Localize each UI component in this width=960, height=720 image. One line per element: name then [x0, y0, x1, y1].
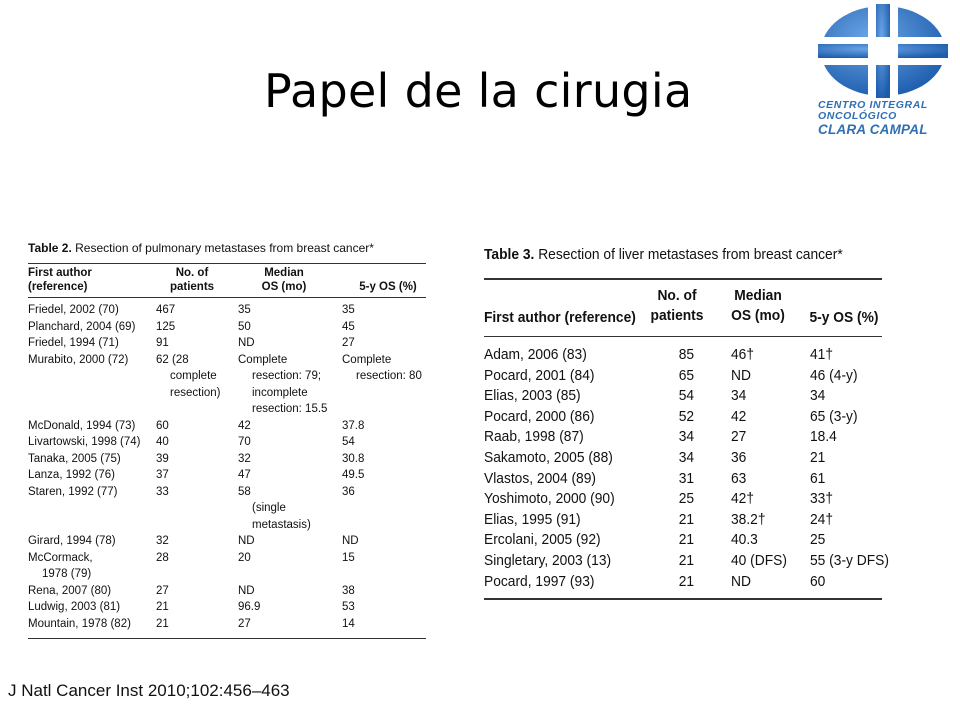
- cell-line: 33: [156, 485, 169, 498]
- cell-patients: 52: [678, 407, 695, 425]
- cell-five: [342, 335, 355, 352]
- table-row: [484, 448, 882, 469]
- cell-line: Tanaka, 2005 (75): [28, 452, 121, 465]
- cell-line: Friedel, 1994 (71): [28, 337, 119, 349]
- table-3-caption: [484, 244, 850, 266]
- cell-author: Elias, 2003 (85): [484, 387, 581, 405]
- cell-line: Mountain, 1978 (82): [28, 617, 131, 630]
- table-row: [484, 530, 882, 551]
- cell-line: Planchard, 2004 (69): [28, 320, 136, 333]
- table-row: [484, 427, 882, 448]
- cell-patients: [156, 335, 169, 352]
- table-row: [28, 302, 426, 319]
- cell-os: [238, 533, 255, 550]
- cell-author: Vlastos, 2004 (89): [484, 469, 597, 487]
- cell-author: [28, 599, 120, 616]
- cell-os: [238, 616, 251, 633]
- cell-os: 38.2†: [731, 510, 766, 528]
- table-row: [28, 533, 426, 550]
- header-author: First author (reference): [28, 267, 92, 293]
- cell-patients: 54: [678, 387, 695, 405]
- cell-five: [342, 533, 359, 550]
- table-3-liver: [484, 244, 889, 600]
- cell-os: 40 (DFS): [731, 551, 787, 569]
- cell-author: [28, 319, 135, 336]
- header-author: First author (reference): [484, 309, 636, 326]
- cell-line: 27: [156, 584, 169, 597]
- cell-patients: [156, 583, 169, 600]
- cell-five: [342, 599, 355, 616]
- cell-line: Complete: [342, 353, 392, 366]
- cell-line: 45: [342, 320, 355, 333]
- cell-line: 28: [156, 551, 169, 564]
- cell-os: [238, 319, 251, 336]
- cell-patients: [156, 418, 169, 435]
- cell-os: [238, 467, 251, 484]
- table-row: [484, 572, 882, 593]
- cell-five: 41†: [810, 346, 834, 363]
- cell-line: Murabito, 2000 (72): [28, 353, 129, 366]
- cell-line: 32: [238, 452, 251, 465]
- table-row: [484, 345, 882, 366]
- cell-os: [238, 418, 251, 435]
- cell-line: 125: [156, 320, 176, 333]
- cell-os: [238, 352, 327, 418]
- cell-five: [342, 467, 364, 484]
- cell-author: Sakamoto, 2005 (88): [484, 448, 613, 466]
- cell-line: 36: [342, 485, 355, 498]
- table-2-body: [28, 298, 426, 638]
- cell-line: 42: [238, 419, 251, 432]
- cell-os: 40.3: [731, 531, 758, 549]
- cell-author: [28, 484, 118, 501]
- table-row: [28, 352, 426, 418]
- cell-patients: 34: [678, 448, 695, 466]
- cell-line: 58: [238, 485, 251, 498]
- cell-patients: [156, 616, 169, 633]
- cell-five: 65 (3-y): [810, 407, 858, 425]
- table-row: [28, 467, 426, 484]
- table-row: [484, 366, 882, 387]
- cell-line: Ludwig, 2003 (81): [28, 601, 121, 613]
- cell-author: [28, 583, 111, 600]
- cell-five: [342, 434, 355, 451]
- cell-patients: 21: [678, 531, 695, 549]
- cell-author: Raab, 1998 (87): [484, 428, 584, 446]
- table-row: [28, 550, 426, 583]
- citation: J Natl Cancer Inst 2010;102:456–463: [8, 681, 290, 700]
- cell-line: ND: [342, 535, 359, 547]
- cell-line: resection): [170, 386, 221, 399]
- cell-line: ND: [238, 584, 255, 597]
- cell-line: 37: [156, 469, 169, 481]
- cell-author: [28, 533, 116, 550]
- table-row: [28, 484, 426, 534]
- cell-os: [238, 484, 311, 534]
- table-3-bottom-rule: [484, 598, 882, 600]
- cell-patients: [156, 302, 175, 319]
- cell-five: [342, 319, 355, 336]
- cell-line: 49.5: [342, 469, 365, 481]
- cell-line: 1978 (79): [42, 568, 92, 580]
- cell-line: 39: [156, 452, 169, 465]
- table-row: [28, 434, 426, 451]
- cell-line: 21: [156, 601, 169, 613]
- cell-os: 36: [731, 448, 747, 466]
- cell-author: [28, 616, 131, 633]
- cell-five: [342, 451, 364, 468]
- cell-patients: 21: [678, 510, 695, 528]
- cell-patients: 34: [678, 428, 695, 446]
- table-row: [28, 319, 426, 336]
- cell-line: 21: [156, 617, 169, 630]
- table-row: [28, 418, 426, 435]
- cell-line: 53: [342, 601, 355, 613]
- cell-os: 27: [731, 428, 747, 446]
- cell-five: 25: [810, 531, 826, 549]
- cell-patients: [156, 319, 175, 336]
- cell-line: complete: [170, 370, 217, 382]
- cell-line: 47: [238, 469, 251, 481]
- cell-author: Pocard, 1997 (93): [484, 572, 595, 590]
- cell-line: 35: [342, 304, 355, 316]
- cell-os: 42: [731, 407, 747, 425]
- header-5y-os: 5-y OS (%): [809, 309, 879, 326]
- cell-line: incomplete: [252, 386, 308, 399]
- cell-os: [238, 451, 251, 468]
- cell-os: 42†: [731, 490, 755, 508]
- cell-five: [342, 616, 355, 633]
- cell-author: Adam, 2006 (83): [484, 346, 587, 363]
- table-row: [484, 407, 882, 428]
- cell-line: (single: [252, 502, 286, 514]
- cell-line: 27: [342, 337, 355, 349]
- table-row: [28, 616, 426, 633]
- cell-os: 46†: [731, 346, 755, 363]
- cell-line: Rena, 2007 (80): [28, 584, 112, 597]
- cell-line: ND: [238, 337, 255, 349]
- logo-line-3: CLARA CAMPAL: [818, 122, 928, 137]
- table-row: [484, 510, 882, 531]
- cell-five: 21: [810, 448, 826, 466]
- cell-author: Pocard, 2001 (84): [484, 366, 595, 384]
- table-row: [28, 335, 426, 352]
- cell-line: Lanza, 1992 (76): [28, 469, 115, 481]
- cell-author: [28, 434, 141, 451]
- cell-patients: [156, 451, 169, 468]
- cell-five: 61: [810, 469, 826, 487]
- cell-author: [28, 467, 115, 484]
- cell-five: [342, 302, 355, 319]
- table-2-caption-text: Resection of pulmonary metastases from breast cancer*: [71, 241, 374, 255]
- cell-line: resection: 15.5: [252, 403, 328, 415]
- cell-five: 18.4: [810, 428, 837, 446]
- logo-line-2: ONCOLÓGICO: [818, 110, 897, 122]
- cell-author: [28, 550, 93, 583]
- cell-author: [28, 418, 135, 435]
- cell-five: [342, 418, 364, 435]
- cell-line: 20: [238, 551, 251, 564]
- cell-patients: 21: [678, 551, 695, 569]
- cell-line: Girard, 1994 (78): [28, 535, 116, 547]
- cell-line: 35: [238, 304, 251, 316]
- medical-cross-logo-icon: [818, 4, 948, 98]
- cell-line: resection: 79;: [252, 370, 322, 382]
- table-row: [28, 451, 426, 468]
- table-2-caption: [28, 240, 426, 256]
- table-row: [484, 551, 889, 572]
- table-2-label: Table 2.: [28, 241, 72, 255]
- cell-line: 54: [342, 436, 355, 448]
- cell-line: Complete: [238, 353, 288, 366]
- table-3-caption-text: Resection of liver metastases from breast cancer*: [534, 246, 843, 263]
- cell-five: [342, 583, 355, 600]
- cell-line: Staren, 1992 (77): [28, 485, 118, 498]
- cell-five: 60: [810, 572, 826, 590]
- clara-campal-logo: [812, 4, 952, 138]
- cell-author: Elias, 1995 (91): [484, 510, 581, 528]
- cell-os: ND: [731, 572, 751, 590]
- cell-author: Pocard, 2000 (86): [484, 407, 595, 425]
- table-2-bottom-rule: [28, 638, 426, 639]
- cell-five: [342, 550, 355, 567]
- cell-author: Ercolani, 2005 (92): [484, 531, 601, 549]
- cell-line: 96.9: [238, 601, 261, 613]
- cell-five: 46 (4-y): [810, 366, 858, 384]
- cell-five: [342, 352, 422, 385]
- cell-line: 27: [238, 617, 251, 630]
- cell-os: [238, 434, 251, 451]
- cell-os: [238, 583, 255, 600]
- cell-author: Yoshimoto, 2000 (90): [484, 490, 615, 508]
- cell-line: 30.8: [342, 452, 365, 465]
- cell-patients: 31: [678, 469, 695, 487]
- table-3-label: Table 3.: [484, 246, 535, 263]
- cell-line: metastasis): [252, 518, 311, 531]
- header-median-os: Median OS (mo): [731, 287, 785, 324]
- cell-patients: 21: [678, 572, 695, 590]
- cell-line: 467: [156, 304, 176, 316]
- cell-five: 24†: [810, 510, 834, 528]
- cell-patients: [156, 533, 169, 550]
- cell-line: 14: [342, 617, 355, 630]
- header-patients: No. of patients: [650, 287, 704, 324]
- cell-patients: [156, 550, 169, 567]
- cell-five: 34: [810, 387, 826, 405]
- table-3-header: [484, 280, 882, 336]
- cell-os: [238, 335, 255, 352]
- cell-line: McCormack,: [28, 551, 93, 564]
- cell-patients: [156, 599, 169, 616]
- cell-line: 32: [156, 535, 169, 547]
- cell-line: 37.8: [342, 419, 365, 432]
- table-row: [484, 386, 882, 407]
- header-5y-os: 5-y OS (%): [359, 281, 417, 293]
- cell-author: [28, 451, 121, 468]
- table-3-body: [484, 337, 889, 592]
- cell-patients: 85: [678, 346, 695, 363]
- cell-author: Singletary, 2003 (13): [484, 551, 612, 569]
- cell-patients: 65: [678, 366, 695, 384]
- cell-line: 91: [156, 337, 169, 349]
- table-2-pulmonary: [28, 240, 426, 639]
- cell-os: [238, 302, 251, 319]
- cell-author: [28, 352, 128, 369]
- cell-patients: [156, 484, 169, 501]
- cell-patients: [156, 352, 221, 402]
- cell-line: 62 (28: [156, 353, 189, 366]
- cell-line: Friedel, 2002 (70): [28, 304, 119, 316]
- cell-os: [238, 550, 251, 567]
- cell-line: Livartowski, 1998 (74): [28, 436, 141, 448]
- logo-line-1: CENTRO INTEGRAL: [818, 99, 928, 111]
- logo-text: [818, 100, 952, 137]
- cell-line: 70: [238, 436, 251, 448]
- cell-line: 38: [342, 584, 355, 597]
- header-median-os: Median OS (mo): [261, 267, 307, 293]
- cell-five: 55 (3-y DFS): [810, 551, 889, 569]
- header-patients: No. of patients: [169, 267, 215, 293]
- slide-title: Papel de la cirugia: [264, 64, 693, 118]
- cell-patients: 25: [678, 490, 695, 508]
- table-row: [484, 469, 882, 490]
- cell-five: 33†: [810, 490, 834, 508]
- cell-os: 63: [731, 469, 747, 487]
- table-row: [28, 583, 426, 600]
- cell-line: resection: 80: [356, 370, 422, 382]
- cell-author: [28, 335, 119, 352]
- cell-author: [28, 302, 119, 319]
- cell-patients: [156, 467, 169, 484]
- cell-line: 15: [342, 551, 355, 564]
- cell-os: [238, 599, 260, 616]
- cell-os: 34: [731, 387, 747, 405]
- cell-five: [342, 484, 355, 501]
- cell-patients: [156, 434, 169, 451]
- cell-line: 60: [156, 419, 169, 432]
- cell-os: ND: [731, 366, 751, 384]
- cell-line: 50: [238, 320, 251, 333]
- cell-line: ND: [238, 535, 255, 547]
- table-2-header: [28, 264, 426, 297]
- cell-line: 40: [156, 436, 169, 448]
- cell-line: McDonald, 1994 (73): [28, 419, 136, 432]
- table-row: [28, 599, 426, 616]
- table-row: [484, 489, 882, 510]
